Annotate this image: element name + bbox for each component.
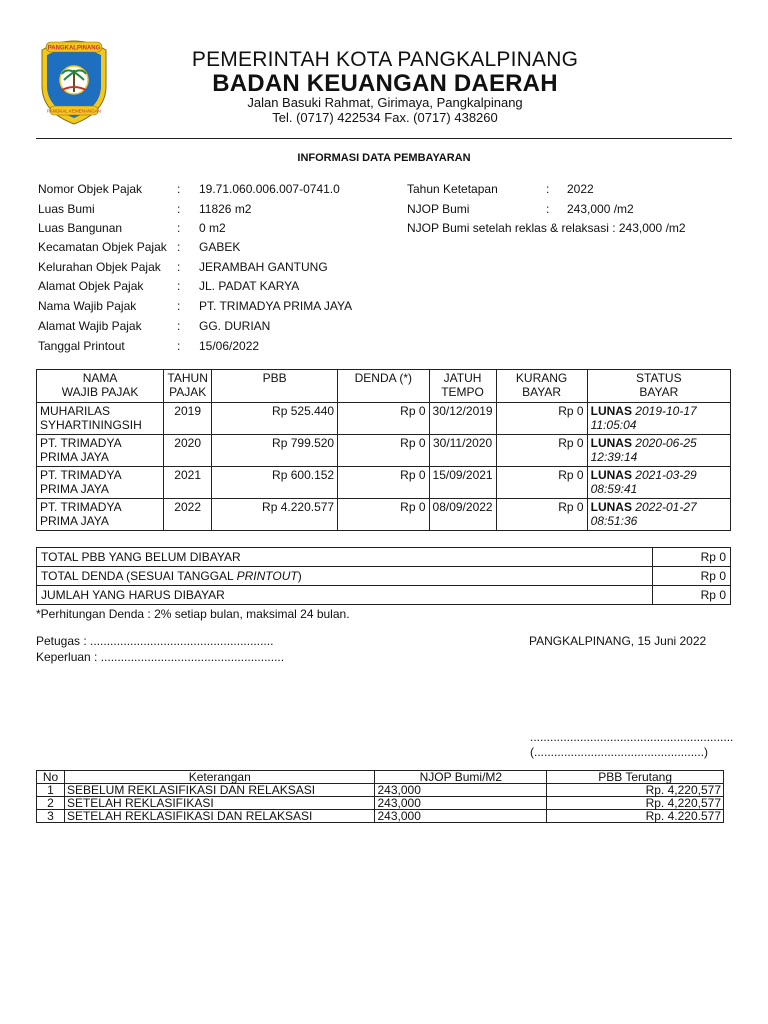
column-header: PBB Terutang <box>547 771 724 784</box>
status-badge: LUNAS <box>590 468 632 482</box>
status-badge: LUNAS <box>590 404 632 418</box>
total-row <box>37 567 731 586</box>
cell-keterangan: SETELAH REKLASIFIKASI DAN RELAKSASI <box>64 810 375 823</box>
info-label: Alamat Objek Pajak <box>38 279 144 293</box>
status-date: 2022-01-27 08:51:36 <box>590 500 697 528</box>
status-badge: LUNAS <box>590 500 632 514</box>
logo-text: PANGKALPINANG <box>47 45 101 52</box>
info-colon: : <box>177 299 181 313</box>
cell-keterangan: SETELAH REKLASIFIKASI <box>64 797 375 810</box>
info-value: 11826 m2 <box>199 202 252 216</box>
info-label: Tanggal Printout <box>38 339 125 353</box>
cell-status <box>587 467 730 499</box>
info-label: Kecamatan Objek Pajak <box>38 240 167 254</box>
cell-nama: MUHARILAS SYHARTININGSIH <box>37 403 164 435</box>
info-label: Nomor Objek Pajak <box>38 182 143 196</box>
agency-phone: Tel. (0717) 422534 Fax. (0717) 438260 <box>272 110 498 125</box>
njop-reklas-info: NJOP Bumi setelah reklas & relaksasi : 243,000 /m2 <box>407 221 686 235</box>
cell-keterangan: SEBELUM REKLASIFIKASI DAN RELAKSASI <box>64 784 375 797</box>
info-label: Tahun Ketetapan <box>407 182 498 196</box>
info-colon: : <box>177 202 181 216</box>
cell-tahun: 2021 <box>164 467 212 499</box>
logo-motto: PANGKAL KEMENANGAN <box>46 108 102 114</box>
cell-denda: Rp 0 <box>338 403 429 435</box>
cell-pbb: Rp 525.440 <box>212 403 338 435</box>
cell-jatuh-tempo: 08/09/2022 <box>429 499 496 531</box>
info-colon: : <box>177 279 181 293</box>
penalty-note: *Perhitungan Denda : 2% setiap bulan, maksimal 24 bulan. <box>36 607 350 621</box>
table-header-row <box>37 771 724 784</box>
table-row <box>37 467 731 499</box>
status-date: 2020-06-25 12:39:14 <box>590 436 697 464</box>
info-value: GABEK <box>199 240 241 254</box>
info-value: 2022 <box>567 182 594 196</box>
cell-njop: 243,000 <box>375 810 547 823</box>
info-value: PT. TRIMADYA PRIMA JAYA <box>199 299 353 313</box>
agency-name: BADAN KEUANGAN DAERAH <box>212 70 558 97</box>
column-header: STATUS BAYAR <box>587 370 730 403</box>
keperluan-line: Keperluan : ....................................................... <box>36 650 285 664</box>
cell-pbb-terutang: Rp. 4,220,577 <box>547 784 724 797</box>
signature-line: ............................................................. <box>530 730 734 744</box>
jumlah-value: Rp 0 <box>652 586 730 605</box>
info-colon: : <box>177 319 181 333</box>
column-header: TAHUN PAJAK <box>164 370 212 403</box>
column-header: KURANG BAYAR <box>496 370 587 403</box>
info-value: 15/06/2022 <box>199 339 260 353</box>
government-name: PEMERINTAH KOTA PANGKALPINANG <box>191 48 579 71</box>
column-header: PBB <box>212 370 338 403</box>
column-header: NJOP Bumi/M2 <box>375 771 547 784</box>
total-pbb-value: Rp 0 <box>652 548 730 567</box>
cell-pbb-terutang: Rp. 4.220.577 <box>547 810 724 823</box>
cell-no: 2 <box>37 797 65 810</box>
total-denda-value: Rp 0 <box>652 567 730 586</box>
info-label: Kelurahan Objek Pajak <box>38 260 161 274</box>
info-label: Luas Bangunan <box>38 221 123 235</box>
total-denda-label: TOTAL DENDA (SESUAI TANGGAL PRINTOUT) <box>37 567 653 586</box>
total-pbb-label: TOTAL PBB YANG BELUM DIBAYAR <box>37 548 653 567</box>
total-row <box>37 548 731 567</box>
info-value: JL. PADAT KARYA <box>199 279 300 293</box>
cell-no: 1 <box>37 784 65 797</box>
cell-nama: PT. TRIMADYA PRIMA JAYA <box>37 467 164 499</box>
info-colon: : <box>546 202 550 216</box>
column-header: No <box>37 771 65 784</box>
cell-status <box>587 435 730 467</box>
cell-jatuh-tempo: 30/12/2019 <box>429 403 496 435</box>
info-colon: : <box>177 260 181 274</box>
table-row <box>37 403 731 435</box>
cell-denda: Rp 0 <box>338 435 429 467</box>
cell-status <box>587 403 730 435</box>
info-value: 19.71.060.006.007-0741.0 <box>199 182 340 196</box>
info-value: GG. DURIAN <box>199 319 271 333</box>
table-row <box>37 499 731 531</box>
info-colon: : <box>546 182 550 196</box>
cell-tahun: 2020 <box>164 435 212 467</box>
total-row <box>37 586 731 605</box>
cell-kurang-bayar: Rp 0 <box>496 499 587 531</box>
cell-pbb: Rp 4.220.577 <box>212 499 338 531</box>
petugas-line: Petugas : ....................................................... <box>36 634 274 648</box>
info-colon: : <box>177 182 181 196</box>
info-value: 0 m2 <box>199 221 226 235</box>
table-row <box>37 797 724 810</box>
table-row <box>37 435 731 467</box>
info-label: Alamat Wajib Pajak <box>38 319 142 333</box>
column-header: NAMA WAJIB PAJAK <box>37 370 164 403</box>
info-label: Nama Wajib Pajak <box>38 299 137 313</box>
status-badge: LUNAS <box>590 436 632 450</box>
cell-nama: PT. TRIMADYA PRIMA JAYA <box>37 499 164 531</box>
agency-address: Jalan Basuki Rahmat, Girimaya, Pangkalpinang <box>247 95 523 110</box>
jumlah-label: JUMLAH YANG HARUS DIBAYAR <box>37 586 653 605</box>
njop-table <box>36 770 724 823</box>
cell-pbb: Rp 600.152 <box>212 467 338 499</box>
cell-denda: Rp 0 <box>338 499 429 531</box>
cell-kurang-bayar: Rp 0 <box>496 403 587 435</box>
header-divider <box>36 138 732 139</box>
status-date: 2019-10-17 11:05:04 <box>590 404 697 432</box>
table-row <box>37 810 724 823</box>
cell-kurang-bayar: Rp 0 <box>496 467 587 499</box>
cell-denda: Rp 0 <box>338 467 429 499</box>
info-value: JERAMBAH GANTUNG <box>199 260 328 274</box>
column-header: JATUH TEMPO <box>429 370 496 403</box>
status-date: 2021-03-29 08:59:41 <box>590 468 697 496</box>
table-row <box>37 784 724 797</box>
info-label: NJOP Bumi <box>407 202 470 216</box>
column-header: DENDA (*) <box>338 370 429 403</box>
cell-jatuh-tempo: 15/09/2021 <box>429 467 496 499</box>
cell-pbb: Rp 799.520 <box>212 435 338 467</box>
info-label: Luas Bumi <box>38 202 95 216</box>
place-date: PANGKALPINANG, 15 Juni 2022 <box>529 634 707 648</box>
document-title: INFORMASI DATA PEMBAYARAN <box>297 152 471 164</box>
cell-pbb-terutang: Rp. 4,220,577 <box>547 797 724 810</box>
cell-no: 3 <box>37 810 65 823</box>
totals-table <box>36 547 731 605</box>
column-header: Keterangan <box>64 771 375 784</box>
cell-tahun: 2022 <box>164 499 212 531</box>
cell-njop: 243,000 <box>375 784 547 797</box>
info-value: 243,000 /m2 <box>567 202 634 216</box>
city-emblem-logo <box>36 34 112 126</box>
info-colon: : <box>177 240 181 254</box>
cell-tahun: 2019 <box>164 403 212 435</box>
cell-nama: PT. TRIMADYA PRIMA JAYA <box>37 435 164 467</box>
cell-kurang-bayar: Rp 0 <box>496 435 587 467</box>
table-header-row <box>37 370 731 403</box>
cell-njop: 243,000 <box>375 797 547 810</box>
cell-jatuh-tempo: 30/11/2020 <box>429 435 496 467</box>
info-colon: : <box>177 221 181 235</box>
payment-table <box>36 369 731 531</box>
cell-status <box>587 499 730 531</box>
signature-name: (...................................................) <box>530 745 709 759</box>
info-colon: : <box>177 339 181 353</box>
